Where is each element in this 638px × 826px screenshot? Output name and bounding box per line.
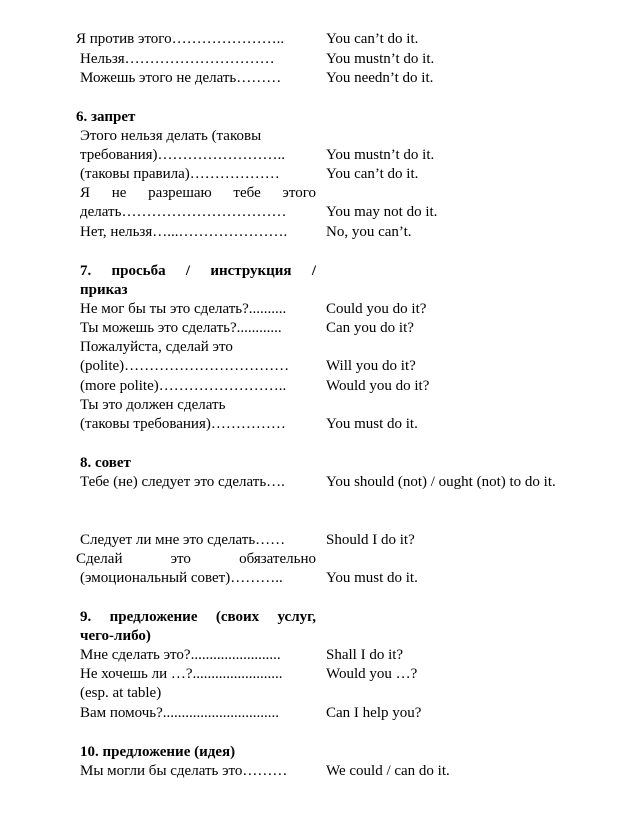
- en-phrase: You mustn’t do it.: [326, 51, 435, 67]
- ru-phrase: Не хочешь ли …?........................: [80, 666, 283, 682]
- en-phrase: You should (not) / ought (not) to do it.: [326, 474, 556, 490]
- ru-phrase: делать……………………………: [80, 204, 287, 220]
- en-phrase: You can’t do it.: [326, 31, 419, 47]
- ru-phrase: (polite)……………………………: [80, 358, 290, 374]
- section-heading: приказ: [80, 282, 128, 298]
- ru-phrase: Нельзя…………………………: [80, 51, 275, 67]
- en-phrase: Can I help you?: [326, 705, 422, 721]
- section-heading: 6. запрет: [76, 109, 136, 125]
- ru-phrase: Нет, нельзя…...………………….: [80, 224, 288, 240]
- section-heading: 7. просьба / инструкция /: [80, 263, 316, 279]
- en-phrase: You can’t do it.: [326, 166, 419, 182]
- ru-phrase: (esp. at table): [80, 685, 162, 701]
- en-phrase: Should I do it?: [326, 532, 415, 548]
- ru-phrase: (таковы правила)………………: [80, 166, 280, 182]
- ru-phrase: Пожалуйста, сделай это: [80, 339, 233, 355]
- ru-phrase: Ты можешь это сделать?............: [80, 320, 282, 336]
- en-phrase: You must do it.: [326, 570, 418, 586]
- en-phrase: Would you do it?: [326, 378, 430, 394]
- en-phrase: You may not do it.: [326, 204, 438, 220]
- en-phrase: Shall I do it?: [326, 647, 404, 663]
- ru-phrase: Мы могли бы сделать это………: [80, 763, 288, 779]
- en-phrase: Would you …?: [326, 666, 418, 682]
- section-heading: чего-либо): [80, 628, 151, 644]
- ru-phrase: (таковы требования)……………: [80, 416, 286, 432]
- en-phrase: You mustn’t do it.: [326, 147, 435, 163]
- ru-phrase: требования)……………………..: [80, 147, 286, 163]
- section-heading: 9. предложение (своих услуг,: [80, 609, 316, 625]
- en-phrase: You needn’t do it.: [326, 70, 434, 86]
- section-heading: 8. совет: [80, 455, 131, 471]
- ru-phrase: Я против этого…………………..: [76, 31, 285, 47]
- en-phrase: We could / can do it.: [326, 763, 450, 779]
- ru-phrase: Ты это должен сделать: [80, 397, 226, 413]
- ru-phrase: Вам помочь?...............................: [80, 705, 280, 721]
- ru-phrase: (эмоциональный совет)………..: [80, 570, 283, 586]
- ru-phrase: Следует ли мне это сделать……: [80, 532, 286, 548]
- section-heading: 10. предложение (идея): [80, 744, 236, 760]
- ru-phrase: Этого нельзя делать (таковы: [80, 128, 262, 144]
- en-phrase: You must do it.: [326, 416, 418, 432]
- ru-phrase: Сделай это обязательно: [76, 551, 316, 567]
- ru-phrase: Я не разрешаю тебе этого: [80, 185, 316, 201]
- ru-phrase: Не мог бы ты это сделать?..........: [80, 301, 287, 317]
- ru-phrase: Мне сделать это?........................: [80, 647, 281, 663]
- en-phrase: No, you can’t.: [326, 224, 412, 240]
- en-phrase: Will you do it?: [326, 358, 416, 374]
- ru-phrase: (more polite)……………………..: [80, 378, 287, 394]
- ru-phrase: Тебе (не) следует это сделать….: [80, 474, 285, 490]
- en-phrase: Could you do it?: [326, 301, 427, 317]
- en-phrase: Can you do it?: [326, 320, 414, 336]
- ru-phrase: Можешь этого не делать………: [80, 70, 282, 86]
